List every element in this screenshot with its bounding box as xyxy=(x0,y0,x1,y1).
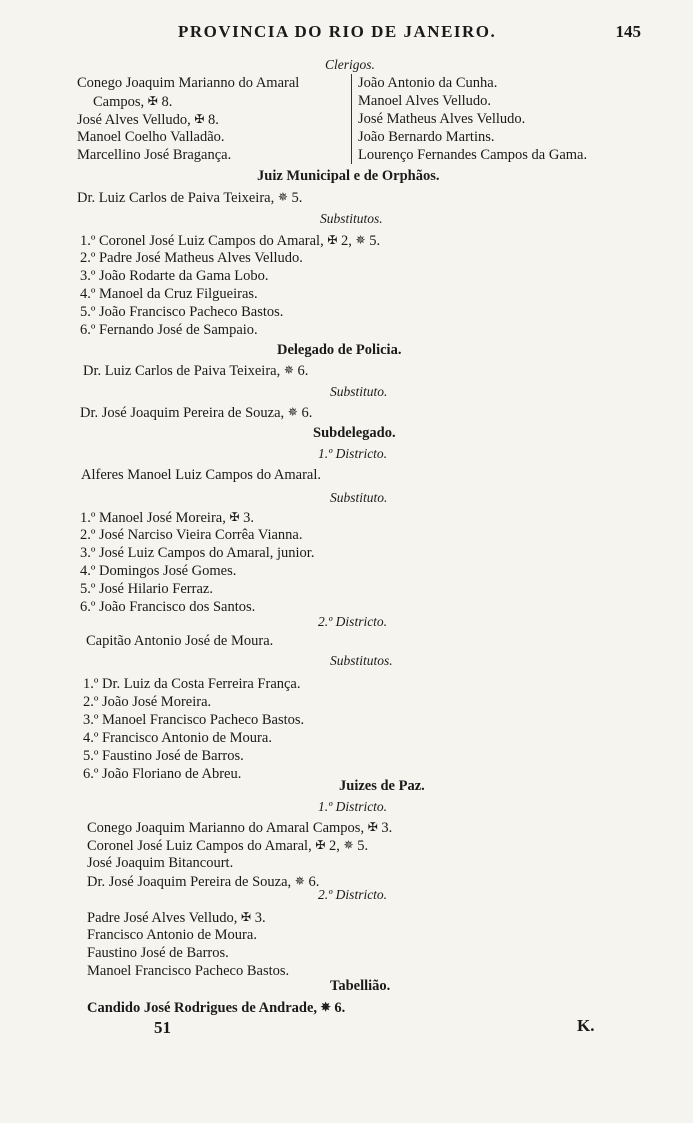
juiz-municipal-heading: Juiz Municipal e de Orphãos. xyxy=(257,168,440,184)
juiz-paz-d2-3: Faustino José de Barros. xyxy=(87,945,229,961)
juiz-substitutos-heading: Substitutos. xyxy=(320,211,383,226)
delegado-substituto: Dr. José Joaquim Pereira de Souza, ✵ 6. xyxy=(80,405,313,421)
juiz-paz-d1-1: Conego Joaquim Marianno do Amaral Campos, ✠ 3. xyxy=(87,820,393,836)
delegado-substituto-heading: Substituto. xyxy=(330,384,388,399)
delegado-name: Dr. Luiz Carlos de Paiva Teixeira, ✵ 6. xyxy=(83,363,309,379)
star-icon: ✵ xyxy=(343,838,354,852)
clerigos-heading: Clerigos. xyxy=(325,57,375,72)
subdelegado-substituto-4: 4.º Domingos José Gomes. xyxy=(80,563,237,579)
clerigo-right-4: João Bernardo Martins. xyxy=(358,129,495,145)
tabelliao-heading: Tabellião. xyxy=(330,978,391,994)
subdelegado-district-2-heading: 2.º Districto. xyxy=(318,614,388,629)
subdelegado-substituto-6: 6.º João Francisco dos Santos. xyxy=(80,599,256,615)
juiz-substituto-2: 2.º Padre José Matheus Alves Velludo. xyxy=(80,250,303,266)
subdelegado-d2-substituto-1: 1.º Dr. Luiz da Costa Ferreira França. xyxy=(83,676,301,692)
cross-icon: ✠ xyxy=(367,820,378,834)
clerigo-right-5: Lourenço Fernandes Campos da Gama. xyxy=(358,147,588,163)
juiz-substituto-5: 5.º João Francisco Pacheco Bastos. xyxy=(80,304,284,320)
clerigo-right-2: Manoel Alves Velludo. xyxy=(358,93,492,109)
juiz-paz-d2-4: Manoel Francisco Pacheco Bastos. xyxy=(87,963,290,979)
running-head: PROVINCIA DO RIO DE JANEIRO. xyxy=(178,22,497,41)
juizes-paz-district-1-heading: 1.º Districto. xyxy=(318,799,388,814)
clerigo-right-3: José Matheus Alves Velludo. xyxy=(358,111,526,127)
subdelegado-substituto-3: 3.º José Luiz Campos do Amaral, junior. xyxy=(80,545,315,561)
column-divider xyxy=(351,74,352,164)
star-icon: ✵ xyxy=(277,190,288,204)
signature-mark: 51 xyxy=(154,1018,171,1037)
page-header xyxy=(0,22,693,44)
catchword-letter: K. xyxy=(577,1016,595,1035)
subdelegado-substituto-2: 2.º José Narciso Vieira Corrêa Vianna. xyxy=(80,527,303,543)
subdelegado-d2-substituto-4: 4.º Francisco Antonio de Moura. xyxy=(83,730,272,746)
subdelegado-d2-substituto-5: 5.º Faustino José de Barros. xyxy=(83,748,244,764)
tabelliao-name: Candido José Rodrigues de Andrade, ✵ 6. xyxy=(87,1000,346,1016)
subdelegado-heading: Subdelegado. xyxy=(313,425,396,441)
cross-icon: ✠ xyxy=(315,838,326,852)
juiz-paz-d2-2: Francisco Antonio de Moura. xyxy=(87,927,257,943)
juiz-paz-d1-2: Coronel José Luiz Campos do Amaral, ✠ 2, ✵ 5. xyxy=(87,838,369,854)
subdelegado-district-1-name: Alferes Manoel Luiz Campos do Amaral. xyxy=(81,467,321,483)
star-icon: ✵ xyxy=(287,405,298,419)
juiz-paz-d2-1: Padre José Alves Velludo, ✠ 3. xyxy=(87,910,266,926)
clerigo-left-1: Conego Joaquim Marianno do Amaral xyxy=(77,75,300,91)
subdelegado-d2-substituto-2: 2.º João José Moreira. xyxy=(83,694,212,710)
clerigo-left-3: José Alves Velludo, ✠ 8. xyxy=(77,112,219,128)
delegado-heading: Delegado de Policia. xyxy=(277,342,402,358)
subdelegado-district-2-name: Capitão Antonio José de Moura. xyxy=(86,633,274,649)
star-icon: ✵ xyxy=(294,874,305,888)
juiz-substituto-3: 3.º João Rodarte da Gama Lobo. xyxy=(80,268,269,284)
juiz-substituto-4: 4.º Manoel da Cruz Filgueiras. xyxy=(80,286,258,302)
juiz-substituto-6: 6.º Fernando José de Sampaio. xyxy=(80,322,258,338)
subdelegado-substituto-5: 5.º José Hilario Ferraz. xyxy=(80,581,213,597)
subdelegado-substituto-1: 1.º Manoel José Moreira, ✠ 3. xyxy=(80,510,255,526)
juiz-paz-d1-4: Dr. José Joaquim Pereira de Souza, ✵ 6. xyxy=(87,874,320,890)
subdelegado-d2-substituto-3: 3.º Manoel Francisco Pacheco Bastos. xyxy=(83,712,305,728)
star-icon: ✵ xyxy=(320,1000,331,1014)
page-number: 145 xyxy=(615,22,641,41)
juizes-paz-district-2-heading: 2.º Districto. xyxy=(318,887,388,902)
subdelegado-d2-substituto-6: 6.º João Floriano de Abreu. xyxy=(83,766,242,782)
juiz-municipal-name: Dr. Luiz Carlos de Paiva Teixeira, ✵ 5. xyxy=(77,190,303,206)
subdelegado-district-2-substitutos-heading: Substitutos. xyxy=(330,653,393,668)
clerigo-left-5: Marcellino José Bragança. xyxy=(77,147,232,163)
clerigo-left-4: Manoel Coelho Valladão. xyxy=(77,129,225,145)
cross-icon: ✠ xyxy=(147,94,158,108)
juiz-paz-d1-3: José Joaquim Bitancourt. xyxy=(87,855,234,871)
clerigo-left-2: Campos, ✠ 8. xyxy=(93,94,173,110)
cross-icon: ✠ xyxy=(229,510,240,524)
star-icon: ✵ xyxy=(283,363,294,377)
cross-icon: ✠ xyxy=(194,112,205,126)
subdelegado-district-1-substituto-heading: Substituto. xyxy=(330,490,388,505)
cross-icon: ✠ xyxy=(241,910,252,924)
star-icon: ✵ xyxy=(355,233,366,247)
juizes-paz-heading: Juizes de Paz. xyxy=(339,778,425,794)
juiz-substituto-1: 1.º Coronel José Luiz Campos do Amaral, ✠ 2, ✵ 5. xyxy=(80,233,381,249)
cross-icon: ✠ xyxy=(327,233,338,247)
clerigo-right-1: João Antonio da Cunha. xyxy=(358,75,498,91)
subdelegado-district-1-heading: 1.º Districto. xyxy=(318,446,388,461)
